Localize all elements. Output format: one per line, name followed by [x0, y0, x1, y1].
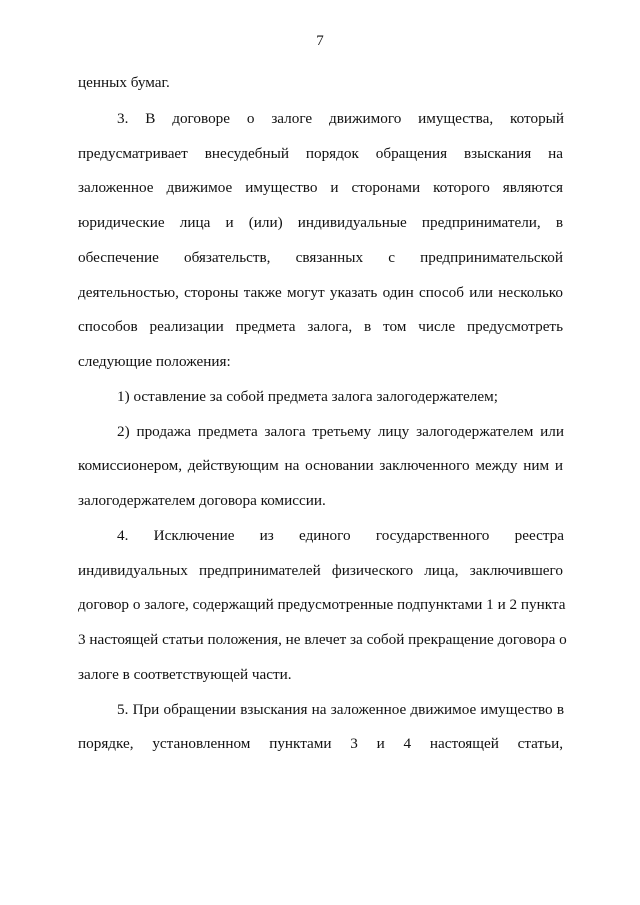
text-line: 3 настоящей статьи положения, не влечет за собой прекращение договора о [78, 631, 567, 648]
text-line: порядке, установленном пунктами 3 и 4 настоящей статьи, [78, 735, 563, 752]
text-line: юридические лица и (или) индивидуальные предприниматели, в [78, 214, 563, 231]
text-line: деятельностью, стороны также могут указать один способ или несколько [78, 284, 563, 301]
text-line: залогодержателем договора комиссии. [78, 492, 326, 509]
text-line: способов реализации предмета залога, в том числе предусмотреть [78, 318, 563, 335]
text-line: залоге в соответствующей части. [78, 666, 292, 683]
text-line: следующие положения: [78, 353, 231, 370]
page-number: 7 [316, 33, 324, 49]
list-item-2-first-line: 2) продажа предмета залога третьему лицу залогодержателем или [117, 423, 564, 440]
paragraph-3-first-line: 3. В договоре о залоге движимого имущества, который [117, 110, 564, 127]
paragraph-4-first-line: 4. Исключение из единого государственного реестра [117, 527, 564, 544]
text-line: комиссионером, действующим на основании заключенного между ним и [78, 457, 563, 474]
text-line: предусматривает внесудебный порядок обращения взыскания на [78, 145, 563, 162]
text-line: договор о залоге, содержащий предусмотренные подпунктами 1 и 2 пункта [78, 596, 566, 613]
paragraph-5-first-line: 5. При обращении взыскания на заложенное движимое имущество в [117, 701, 564, 718]
text-line: ценных бумаг. [78, 74, 170, 91]
list-item-1: 1) оставление за собой предмета залога залогодержателем; [117, 388, 498, 405]
text-line: индивидуальных предпринимателей физического лица, заключившего [78, 562, 563, 579]
text-line: обеспечение обязательств, связанных с предпринимательской [78, 249, 563, 266]
text-line: заложенное движимое имущество и сторонами которого являются [78, 179, 563, 196]
